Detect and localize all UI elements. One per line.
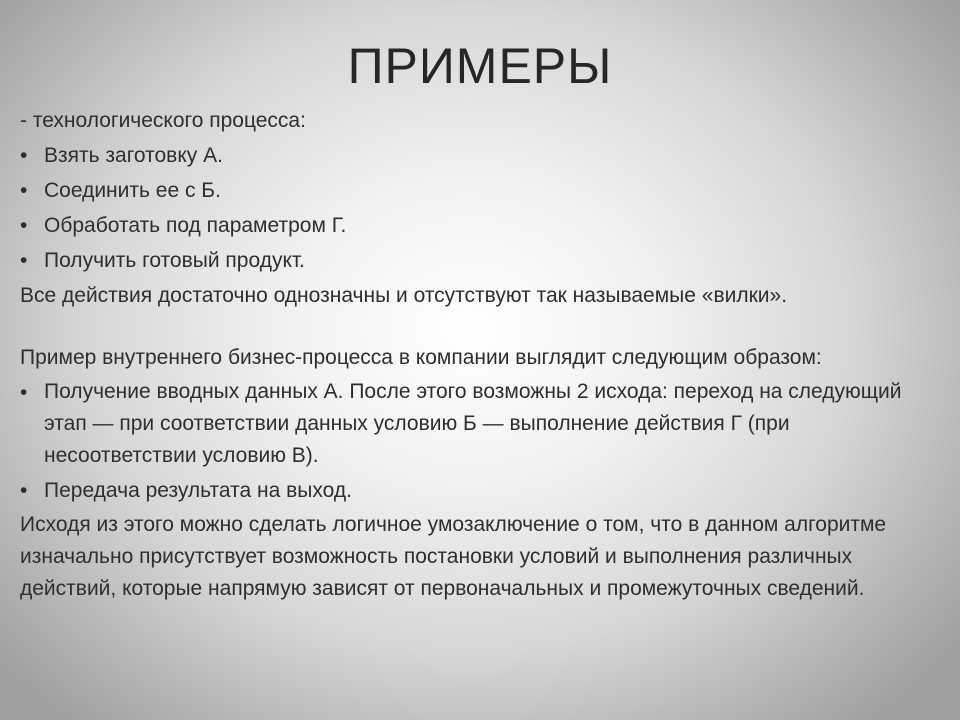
conclusion-text: Исходя из этого можно сделать логичное умозаключение о том, что в данном алгоритме изначально присутствует возможность постановки условий и выполнения различных действий, которые напрямую зависят от первоначальных и промежуточных сведений. [20, 513, 887, 600]
slide-content [20, 104, 925, 605]
bullet-icon: • [20, 479, 28, 502]
step-item [20, 244, 925, 277]
intro-text: - технологического процесса: [20, 109, 306, 132]
step-text: Обработать под параметром Г. [44, 214, 347, 237]
business-intro-text: Пример внутреннего бизнес-процесса в компании выглядит следующим образом: [20, 346, 822, 369]
bullet-icon: • [20, 214, 28, 237]
step-item [20, 209, 925, 242]
slide-title: ПРИМЕРЫ [347, 38, 613, 94]
business-step-text: Передача результата на выход. [44, 479, 352, 502]
business-step-item [20, 376, 925, 472]
business-step-text: Получение вводных данных А. После этого возможны 2 исхода: переход на следующий этап — при соответствии данных условию Б — выполнение действия Г (при несоответствии условию В). [44, 380, 902, 467]
summary-text: Все действия достаточно однозначны и отсутствуют так называемые «вилки». [20, 284, 788, 307]
bullet-icon: • [20, 381, 28, 404]
paragraph-spacer [20, 312, 925, 342]
bullet-icon: • [20, 179, 28, 202]
step-item [20, 139, 925, 172]
business-step-item [20, 474, 925, 507]
bullet-icon: • [20, 144, 28, 167]
step-text: Получить готовый продукт. [44, 249, 305, 272]
step-item [20, 174, 925, 207]
bullet-icon: • [20, 249, 28, 272]
step-text: Соединить ее с Б. [44, 179, 221, 202]
step-text: Взять заготовку А. [44, 144, 223, 167]
